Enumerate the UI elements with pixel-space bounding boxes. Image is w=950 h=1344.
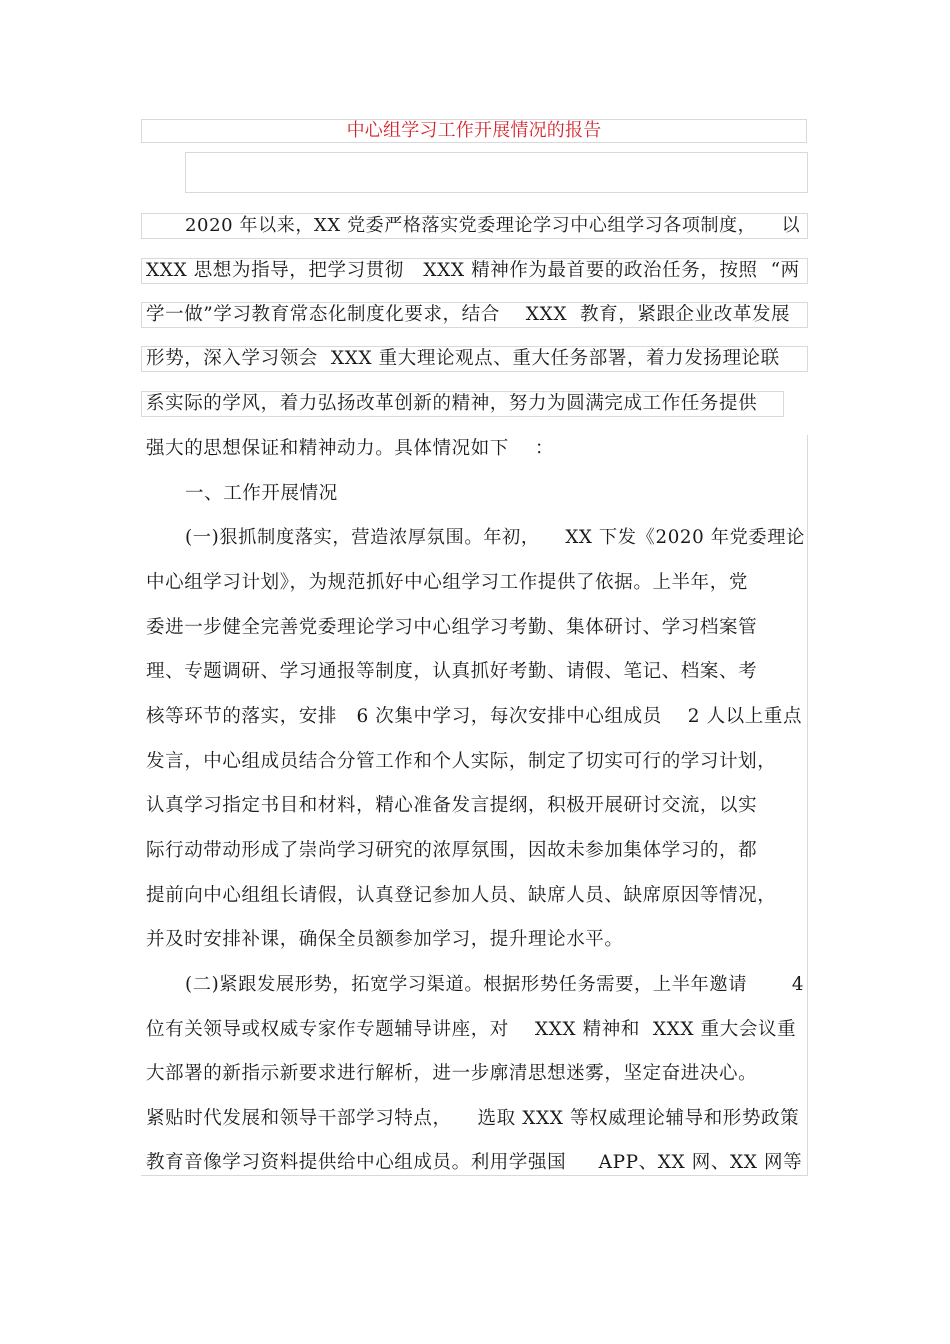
paragraph-line: 系实际的学风，着力弘扬改革创新的精神，努力为圆满完成工作任务提供 <box>146 393 758 414</box>
paragraph-line: 核等环节的落实，安排 6 次集中学习，每次安排中心组成员 2 人以上重点 <box>146 706 803 727</box>
paragraph-line: (一)狠抓制度落实，营造浓厚氛围。年初， XX 下发《2020 年党委理论 <box>185 527 805 548</box>
paragraph-line: 际行动带动形成了崇尚学习研究的浓厚氛围，因故未参加集体学习的，都 <box>146 840 758 861</box>
paragraph-line: 强大的思想保证和精神动力。具体情况如下 ： <box>146 438 554 459</box>
paragraph-line: 委进一步健全完善党委理论学习中心组学习考勤、集体研讨、学习档案管 <box>146 617 758 638</box>
paragraph-line: 并及时安排补课，确保全员额参加学习，提升理论水平。 <box>146 929 624 950</box>
section-heading: 一、工作开展情况 <box>185 483 338 504</box>
paragraph-line: 发言，中心组成员结合分管工作和个人实际，制定了切实可行的学习计划， <box>146 751 777 772</box>
paragraph-line: XXX 思想为指导，把学习贯彻 XXX 精神作为最首要的政治任务，按照 “两 <box>146 260 800 281</box>
body-frame-right <box>807 435 808 1175</box>
document-title: 中心组学习工作开展情况的报告 <box>346 120 602 141</box>
empty-subtitle-box <box>185 152 808 193</box>
paragraph-line: 提前向中心组组长请假，认真登记参加人员、缺席人员、缺席原因等情况， <box>146 885 777 906</box>
paragraph-line: 2020 年以来，XX 党委严格落实党委理论学习中心组学习各项制度， 以 <box>185 215 801 236</box>
paragraph-line: 学一做”学习教育常态化制度化要求，结合 XXX 教育，紧跟企业改革发展 <box>146 304 791 325</box>
paragraph-line: 认真学习指定书目和材料，精心准备发言提纲，积极开展研讨交流，以实 <box>146 795 758 816</box>
paragraph-line: 中心组学习计划》，为规范抓好中心组学习工作提供了依据。上半年，党 <box>146 572 748 593</box>
paragraph-line: 理、专题调研、学习通报等制度，认真抓好考勤、请假、笔记、档案、考 <box>146 661 758 682</box>
paragraph-line: 位有关领导或权威专家作专题辅导讲座，对 XXX 精神和 XXX 重大会议重 <box>146 1019 797 1040</box>
paragraph-line: 大部署的新指示新要求进行解析，进一步廓清思想迷雾，坚定奋进决心。 <box>146 1063 758 1084</box>
paragraph-line: 教育音像学习资料提供给中心组成员。利用学强国 APP、XX 网、XX 网等 <box>146 1152 803 1173</box>
body-frame-bottom <box>141 1175 808 1176</box>
title-box <box>141 119 807 143</box>
paragraph-line: 紧贴时代发展和领导干部学习特点， 选取 XXX 等权威理论辅导和形势政策 <box>146 1108 800 1129</box>
paragraph-line: 形势，深入学习领会 XXX 重大理论观点、重大任务部署，着力发扬理论联 <box>146 348 780 369</box>
paragraph-line: (二)紧跟发展形势，拓宽学习渠道。根据形势任务需要，上半年邀请 4 <box>185 974 805 995</box>
